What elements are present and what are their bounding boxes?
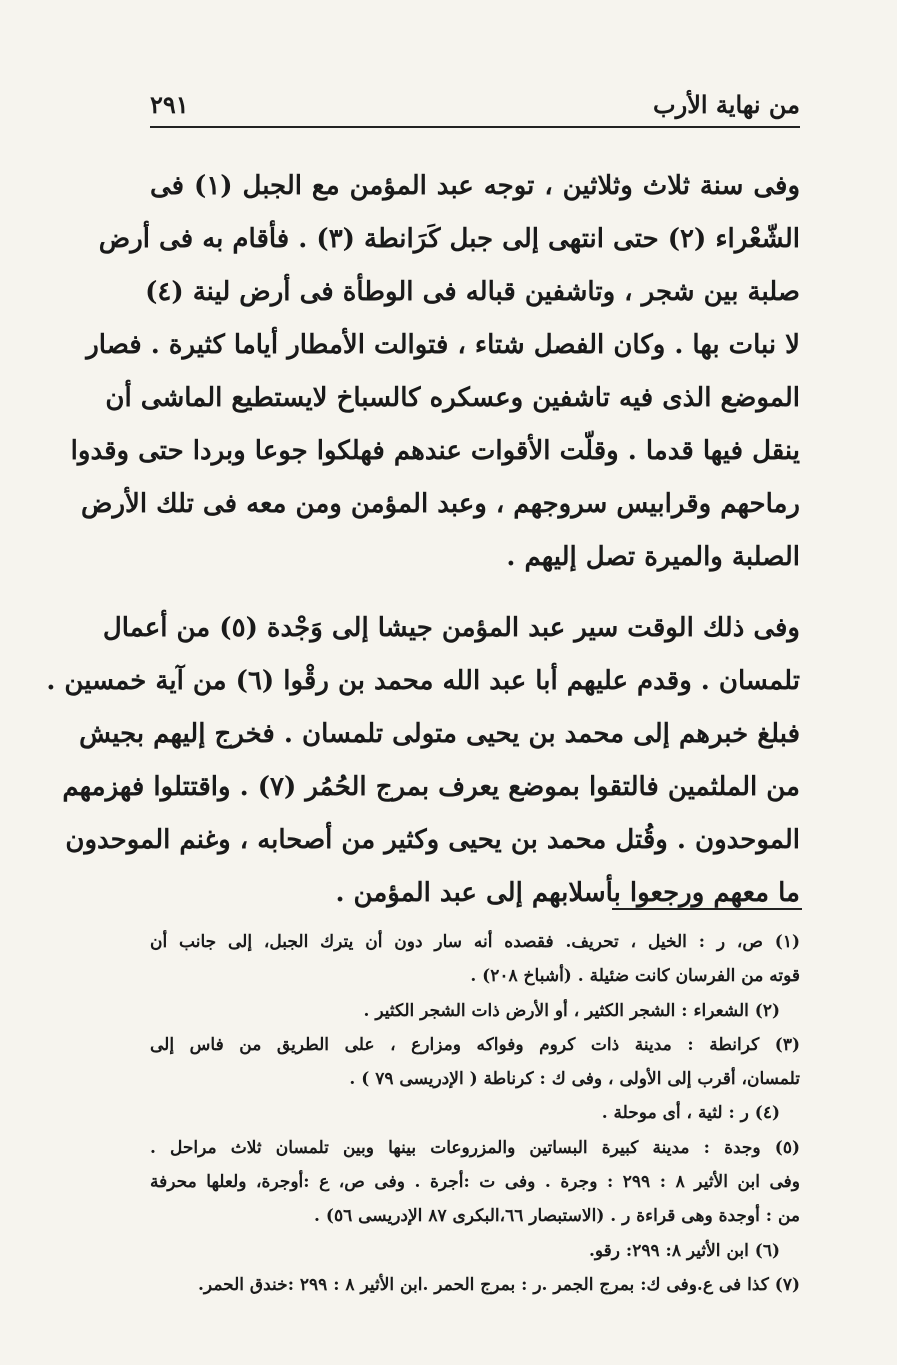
footnotes bbox=[150, 925, 800, 1302]
text-line: الموضع الذى فيه تاشفين وعسكره كالسباخ لايستطيع الماشى أن bbox=[105, 383, 800, 413]
footnote-line: وفى ابن الأثير ٨ : ٢٩٩ : وجرة . وفى ت :أجرة . وفى ص، ع :أوجرة، ولعلها محرفة bbox=[150, 1172, 800, 1193]
text-line: تلمسان . وقدم عليهم أبا عبد الله محمد بن رقْوا (٦) من آية خمسين . bbox=[46, 666, 800, 696]
page-number: ٢٩١ bbox=[150, 89, 189, 119]
text-line: فبلغ خبرهم إلى محمد بن يحيى متولى تلمسان . فخرج إليهم بجيش bbox=[79, 719, 800, 749]
footnote-line: (٢) الشعراء : الشجر الكثير ، أو الأرض ذات الشجر الكثير . bbox=[363, 1000, 780, 1021]
text-line: ما معهم ورجعوا بأسلابهم إلى عبد المؤمن . bbox=[335, 878, 800, 908]
text-line: ينقل فيها قدما . وقلّت الأقوات عندهم فهلكوا جوعا وبردا حتى وقدوا bbox=[70, 436, 800, 466]
running-title: من نهاية الأرب bbox=[653, 89, 800, 119]
text-line: الموحدون . وقُتل محمد بن يحيى وكثير من أصحابه ، وغنم الموحدون bbox=[65, 825, 800, 855]
main-text bbox=[46, 160, 801, 920]
text-line: الصلبة والميرة تصل إليهم . bbox=[506, 542, 800, 572]
text-line: رماحهم وقرابيس سروجهم ، وعبد المؤمن ومن معه فى تلك الأرض bbox=[81, 489, 800, 519]
paragraph-gap bbox=[150, 584, 800, 602]
footnote-line: (٤) ر : لثية ، أى موحلة . bbox=[601, 1103, 780, 1124]
text-line: وفى ذلك الوقت سير عبد المؤمن جيشا إلى وَجْدة (٥) من أعمال bbox=[102, 613, 800, 643]
text-line: من الملثمين فالتقوا بموضع يعرف بمرج الحُمُر (٧) . واقتتلوا فهزمهم bbox=[62, 772, 800, 802]
header-divider bbox=[150, 126, 800, 128]
footnote-line: (٦) ابن الأثير ٨: ٢٩٩: رقو. bbox=[588, 1240, 780, 1261]
text-line: وفى سنة ثلاث وثلاثين ، توجه عبد المؤمن مع الجبل (١) فى bbox=[150, 171, 801, 201]
text-line: الشّعْراء (٢) حتى انتهى إلى جبل كَرَانطة (٣) . فأقام به فى أرض bbox=[98, 224, 800, 254]
footnote-line: تلمسان، أقرب إلى الأولى ، وفى ك : كرناطة ( الإدريسى ٧٩ ) . bbox=[349, 1069, 800, 1090]
footnote-line: (١) ص، ر : الخيل ، تحريف. فقصده أنه سار دون أن يترك الجبل، إلى جانب أن bbox=[150, 932, 800, 952]
footnote-line: (٥) وجدة : مدينة كبيرة البساتين والمزروعات بينها وبين تلمسان ثلاث مراحل . bbox=[150, 1137, 800, 1158]
text-line: لا نبات بها . وكان الفصل شتاء ، فتوالت الأمطار أياما كثيرة . فصار bbox=[86, 330, 800, 360]
footnote-line: قوته من الفرسان كانت ضئيلة . (أشباخ ٢٠٨) . bbox=[470, 966, 800, 987]
footnote-line: من : أوجدة وهى قراءة ر . (الاستبصار ٦٦،البكرى ٨٧ الإدريسى ٥٦) . bbox=[314, 1206, 800, 1227]
footnote-divider bbox=[612, 908, 802, 910]
text-line: صلبة بين شجر ، وتاشفين قباله فى الوطأة فى أرض لينة (٤) bbox=[145, 277, 800, 307]
page-header bbox=[150, 82, 800, 126]
footnote-line: (٣) كرانطة : مدينة ذات كروم وفواكه ومزارع ، على الطريق من فاس إلى bbox=[150, 1034, 800, 1055]
footnote-line: (٧) كذا فى ع.وفى ك: بمرج الجمر .ر : بمرج الحمر .ابن الأثير ٨ : ٢٩٩ :خندق الحمر. bbox=[198, 1274, 800, 1295]
